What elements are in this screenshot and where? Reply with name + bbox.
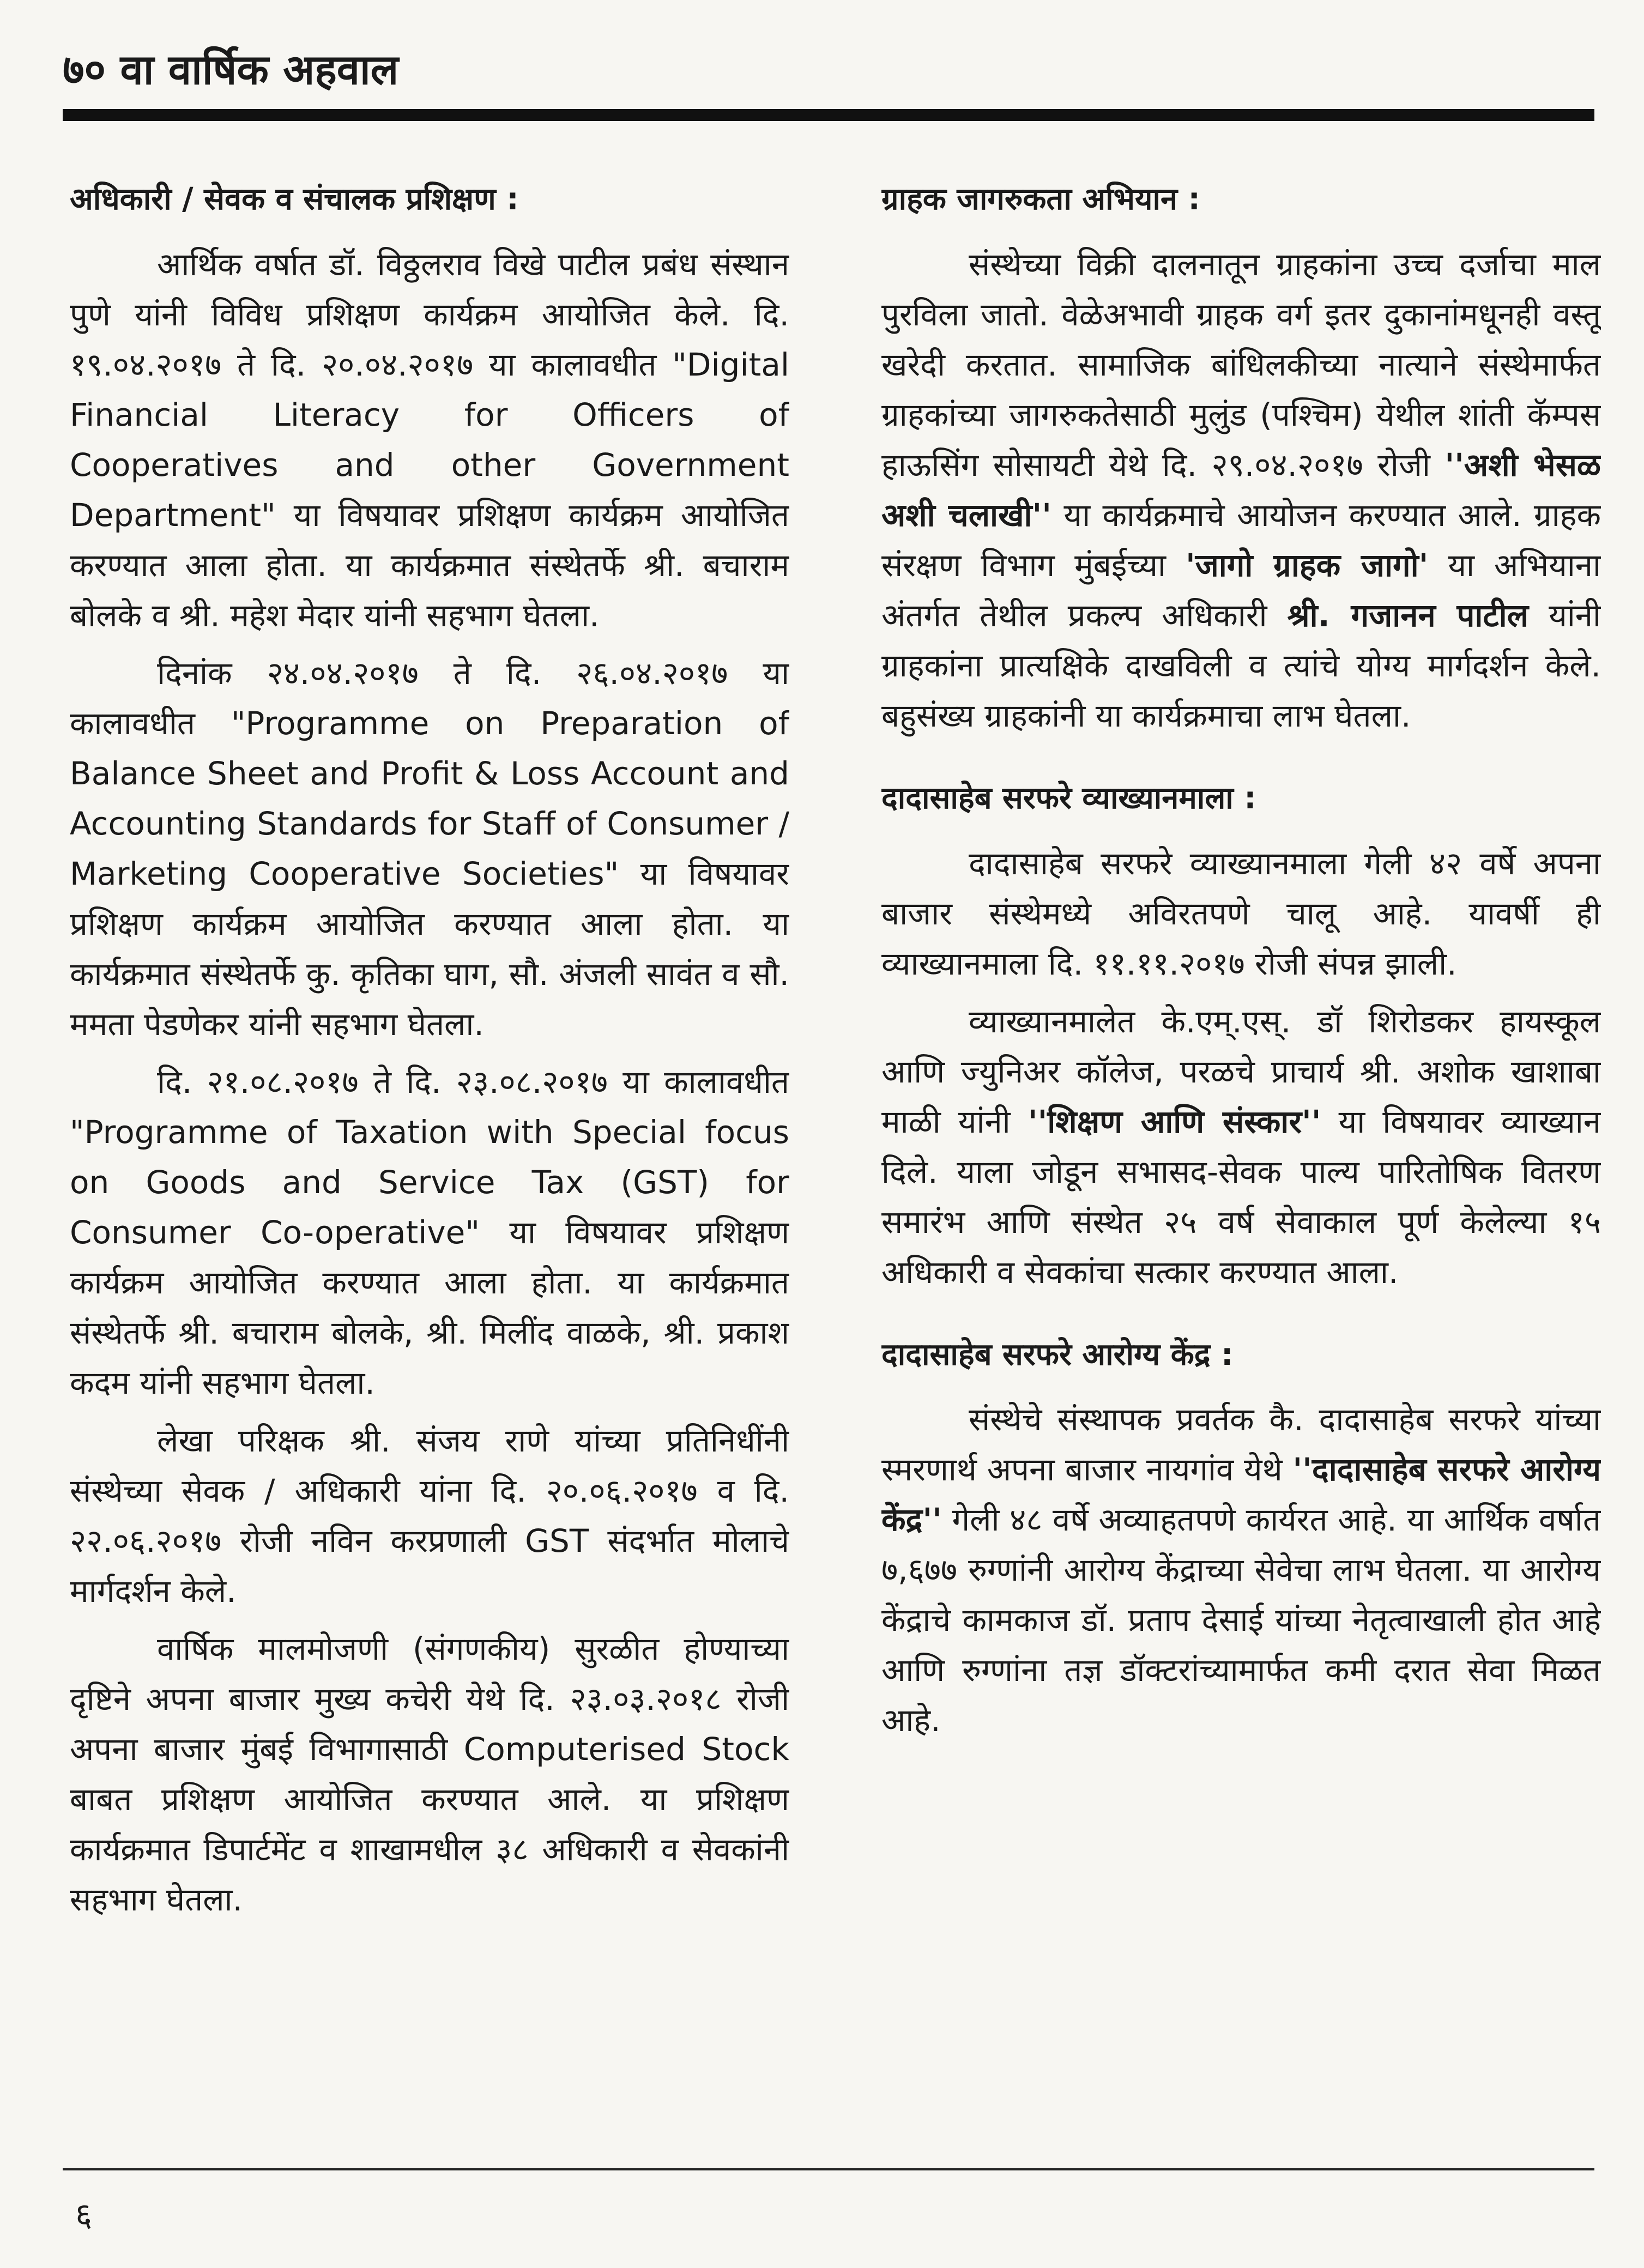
text-run: या कार्यक्रमाचे आयोजन करण्यात आले. ग्राहक संरक्षण विभाग मुंबईच्या xyxy=(881,496,1601,584)
text-run: गेली ४८ वर्षे अव्याहतपणे कार्यरत आहे. या आर्थिक वर्षात ७,६७७ रुग्णांनी आरोग्य केंद्राच्या सेवेचा लाभ घेतला. या आरोग्य केंद्राचे कामकाज डॉ. प्रताप देसाई यांच्या नेतृत्वाखाली होत आहे आणि रुग्णांना तज्ञ डॉक्टरांच्यामार्फत कमी दरात सेवा मिळत आहे. xyxy=(881,1501,1601,1739)
text-run: संस्थेचे संस्थापक प्रवर्तक कै. दादासाहेब सरफरे यांच्या स्मरणार्थ अपना बाजार नायगांव येथे xyxy=(881,1401,1601,1489)
paragraph: आर्थिक वर्षात डॉ. विठ्ठलराव विखे पाटील प्रबंध संस्थान पुणे यांनी विविध प्रशिक्षण कार्यक्रम आयोजित केले. दि. १९.०४.२०१७ ते दि. २०.०४.२०१७ या कालावधीत "Digital Financial Literacy for Officers of Cooperatives and other Government Department" या विषयावर प्रशिक्षण कार्यक्रम आयोजित करण्यात आला होता. या कार्यक्रमात संस्थेतर्फे श्री. बचाराम बोलके व श्री. महेश मेदार यांनी सहभाग घेतला. xyxy=(70,245,789,634)
text-run: यांनी ग्राहकांना प्रात्यक्षिके दाखविली व त्यांचे योग्य मार्गदर्शन केले. बहुसंख्य ग्राहकांनी या कार्यक्रमाचा लाभ घेतला. xyxy=(881,596,1601,734)
bold-text: ''शिक्षण आणि संस्कार'' xyxy=(1028,1103,1321,1140)
section-heading-consumer-awareness: ग्राहक जागरुकता अभियान : xyxy=(881,182,1200,217)
bold-text: ''दादासाहेब सरफरे आरोग्य केंद्र'' xyxy=(881,1451,1601,1539)
paragraph: दिनांक २४.०४.२०१७ ते दि. २६.०४.२०१७ या कालावधीत "Programme on Preparation of Balance Sheet and Profit & Loss Account and Accounting Standards for Staff of Consumer / Marketing Cooperative Societies" या विषयावर प्रशिक्षण कार्यक्रम आयोजित करण्यात आला होता. या कार्यक्रमात संस्थेतर्फे कु. कृतिका घाग, सौ. अंजली सावंत व सौ. ममता पेडणेकर यांनी सहभाग घेतला. xyxy=(70,654,789,1043)
section-heading-lecture-series: दादासाहेब सरफरे व्याख्यानमाला : xyxy=(881,780,1256,816)
text-run: या विषयावर व्याख्यान दिले. याला जोडून सभासद-सेवक पाल्य पारितोषिक वितरण समारंभ आणि संस्थेत २५ वर्ष सेवाकाल पूर्ण केलेल्या १५ अधिकारी व सेवकांचा सत्कार करण्यात आला. xyxy=(881,1103,1601,1291)
right-column xyxy=(881,180,1601,2098)
page-number: ६ xyxy=(75,2196,93,2234)
section-heading-training: अधिकारी / सेवक व संचालक प्रशिक्षण : xyxy=(70,182,519,217)
paragraph: दादासाहेब सरफरे व्याख्यानमाला गेली ४२ वर्षे अपना बाजार संस्थेमध्ये अविरतपणे चालू आहे. यावर्षी ही व्याख्यानमाला दि. ११.११.२०१७ रोजी संपन्न झाली. xyxy=(881,844,1601,982)
paragraph: वार्षिक मालमोजणी (संगणकीय) सुरळीत होण्याच्या दृष्टिने अपना बाजार मुख्य कचेरी येथे दि. २३.०३.२०१८ रोजी अपना बाजार मुंबई विभागासाठी Computerised Stock बाबत प्रशिक्षण आयोजित करण्यात आले. या प्रशिक्षण कार्यक्रमात डिपार्टमेंट व शाखामधील ३८ अधिकारी व सेवकांनी सहभाग घेतला. xyxy=(70,1630,789,1918)
header-divider xyxy=(63,109,1594,121)
bold-text: ''अशी भेसळ अशी चलाखी'' xyxy=(881,446,1601,534)
section-heading-health-centre: दादासाहेब सरफरे आरोग्य केंद्र : xyxy=(881,1336,1234,1372)
report-title: ७० वा वार्षिक अहवाल xyxy=(63,45,399,94)
left-column xyxy=(70,180,789,2098)
paragraph xyxy=(881,239,1601,741)
paragraph: दि. २१.०८.२०१७ ते दि. २३.०८.२०१७ या कालावधीत "Programme of Taxation with Special focus on Goods and Service Tax (GST) for Consumer Co-operative" या विषयावर प्रशिक्षण कार्यक्रम आयोजित करण्यात आला होता. या कार्यक्रमात संस्थेतर्फे श्री. बचाराम बोलके, श्री. मिलींद वाळके, श्री. प्रकाश कदम यांनी सहभाग घेतला. xyxy=(70,1063,789,1401)
footer-divider xyxy=(63,2168,1594,2170)
text-run: संस्थेच्या विक्री दालनातून ग्राहकांना उच्च दर्जाचा माल पुरविला जातो. वेळेअभावी ग्राहक वर्ग इतर दुकानांमधूनही वस्तू खरेदी करतात. सामाजिक बांधिलकीच्या नात्याने संस्थेमार्फत ग्राहकांच्या जागरुकतेसाठी मुलुंड (पश्चिम) येथील शांती कॅम्पस हाऊसिंग सोसायटी येथे दि. २९.०४.२०१७ रोजी xyxy=(881,245,1601,483)
text-run: या अभियाना अंतर्गत तेथील प्रकल्प अधिकारी xyxy=(881,546,1601,634)
bold-text: श्री. गजानन पाटील xyxy=(1287,596,1529,634)
paragraph xyxy=(881,996,1601,1297)
paragraph: लेखा परिक्षक श्री. संजय राणे यांच्या प्रतिनिधींनी संस्थेच्या सेवक / अधिकारी यांना दि. २०.०६.२०१७ व दि. २२.०६.२०१७ रोजी नविन करप्रणाली GST संदर्भात मोलाचे मार्गदर्शन केले. xyxy=(70,1422,789,1610)
bold-text: 'जागो ग्राहक जागो' xyxy=(1185,546,1429,584)
paragraph xyxy=(881,1394,1601,1745)
text-run: व्याख्यानमालेत के.एम्.एस्. डॉ शिरोडकर हायस्कूल आणि ज्युनिअर कॉलेज, परळचे प्राचार्य श्री. अशोक खाशाबा माळी यांनी xyxy=(881,1002,1601,1140)
